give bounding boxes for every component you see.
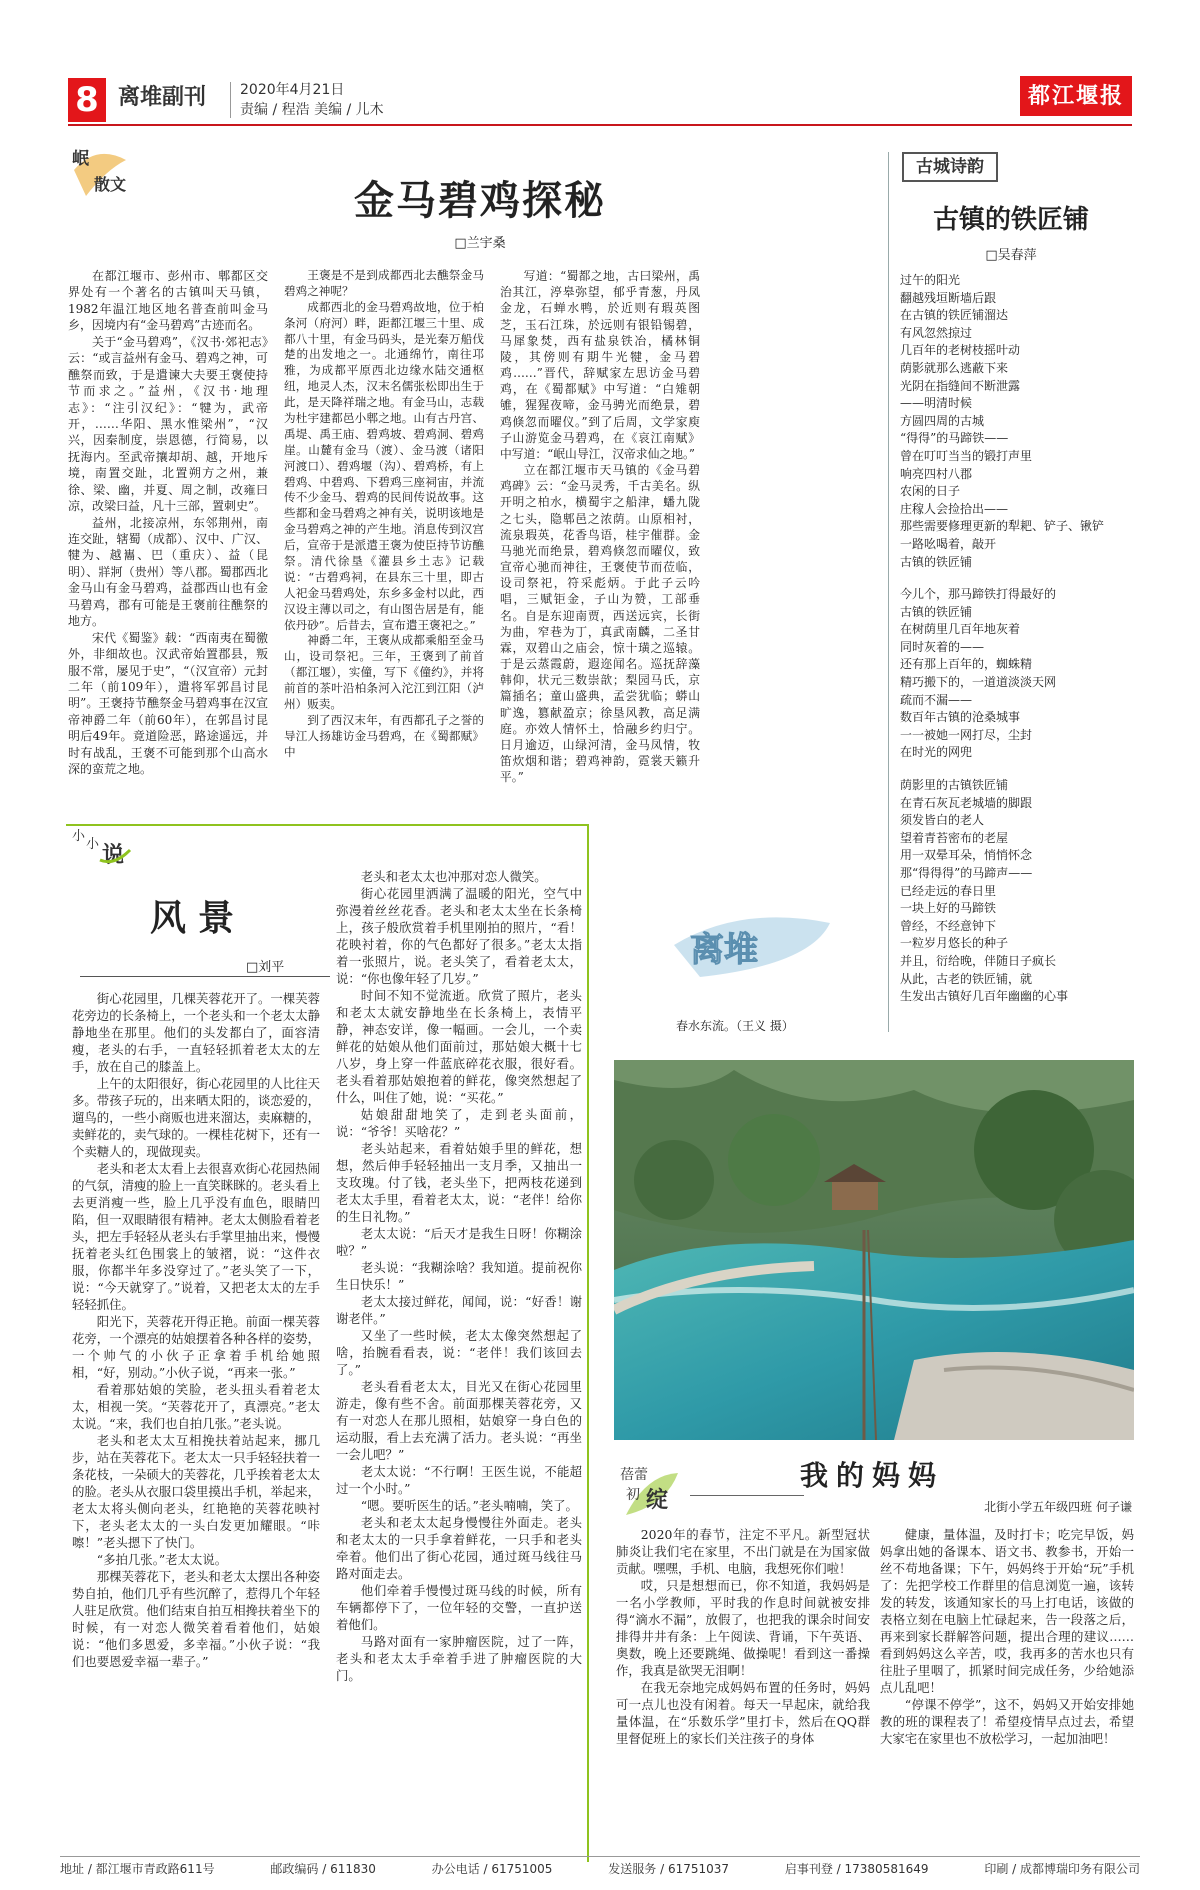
story-title: 风景: [150, 897, 247, 939]
paragraph: 老头站起来，看着姑娘手里的鲜花，想想，然后伸手轻轻抽出一支月季，又抽出一支玫瑰。付了钱，老头坐下，把两枝花递到老太太手里，看着老太太，说：“老伴！给你的生日礼物。”: [336, 1141, 582, 1224]
footer-postcode: 邮政编码 / 611830: [270, 1862, 376, 1876]
paragraph: 2020年的春节，注定不平凡。新型冠状肺炎让我们宅在家里，不出门就是在为国家做贡献。嘿嘿，手机、电脑，我想死你们啦！: [616, 1527, 870, 1576]
paragraph: 时间不知不觉流逝。欣赏了照片，老头和老太太就安静地坐在长条椅上，表情平静，神态安详，像一幅画。一会儿，一个卖鲜花的姑娘从他们面前过，那姑娘大概十七八岁，身上穿一件蓝底碎花衣服，很好看。老头看着那姑娘抱着的鲜花，像突然想起了什么，叫住了她，说：“买花。”: [336, 988, 582, 1105]
article2-col1: [72, 990, 320, 1850]
story-title-rule: [80, 976, 330, 977]
column-tag-prose-icon: [66, 140, 136, 202]
paragraph: 老头和老太太互相挽扶着站起来，挪几步，站在芙蓉花下。老太太一只手轻轻扶着一条花枝，一朵硕大的芙蓉花，几乎挨着老太太的脸。老头从衣服口袋里摸出手机，举起来，老太太将头侧向老头，红艳艳的芙蓉花映衬下，老头老太太的一头白发更加耀眼。“咔嚓！”老头摁下了快门。: [72, 1433, 320, 1550]
paragraph: 在都江堰市、彭州市、郫都区交界处有一个著名的古镇叫天马镇，1982年温江地区地名普查前叫金马乡，因境内有“金马碧鸡”古迹而名。: [68, 269, 268, 333]
paragraph: “停课不停学”，这不，妈妈又开始安排她教的班的课程表了！希望疫情早点过去，希望大家宅在家里也不放松学习，一起加油吧！: [880, 1697, 1134, 1746]
issue-date: 2020年4月21日: [240, 82, 345, 98]
poem-line: 农闲的日子: [900, 484, 961, 499]
poem-line: 今儿个，那马蹄铁打得最好的: [900, 587, 1057, 602]
article3-col1: [616, 1526, 870, 1846]
svg-text:蓓蕾: 蓓蕾: [620, 1467, 648, 1483]
footer-printer: 印刷 / 成都博瑞印务有限公司: [984, 1862, 1140, 1876]
paragraph: 到了西汉末年，有西都孔子之誉的导江人扬雄访金马碧鸡，在《蜀都赋》中: [284, 712, 484, 759]
poem-stanza: [900, 272, 1132, 571]
poem-line: 并且，衍给晚，伴随日子疯长: [900, 953, 1057, 968]
poem-line: 在青石灰瓦老城墙的脚跟: [900, 795, 1033, 810]
paragraph: 立在都江堰市天马镇的《金马碧鸡碑》云：“金马灵秀，千古美名。纵开明之柏水，横蜀宇之船津，蟠九陇之七头，隐郫邑之浓荫。山原相衬，流泉瑕英，花香鸟语，桂宇催群。金马驰光而绝景，碧鸡倏忽而曜仪，致宣帝心驰而神往，王褒使节而莅临，设司祭祀，符采彪炳。于此子云吟唱，三赋钜金，子山为赞，工部垂名。自是东迎南贾，西送远宾，长街为曲，窄巷为丁，真武南麟，二圣甘霖，双碧山之庙会，惊十璜之巡辕。于是云蒸霞蔚，遐迩闻名。巡抚辞藻韩仰，状元三数崇歆；梨园马氏，京篇插名；童山盛典，孟尝犹临；蟒山旷逸，篡献盈京；徐垦风教，高足满庭。亦效人情怀土，恰融乡约归宁。日月逾迈，山绿河清，金马凤情，牧笛炊烟和谐；碧鸡神韵，霓裳天籁升平。”: [500, 463, 700, 785]
poem-line: 方圆四周的古城: [900, 413, 985, 428]
poem-stanza: [900, 586, 1132, 762]
article1-col2: [284, 268, 484, 798]
poem-line: 一路吆喝着，敲开: [900, 536, 997, 551]
poem-line: 那些需要修理更新的犁耙、铲子、锹铲: [900, 519, 1105, 534]
newspaper-logo: 都江堰报: [1020, 76, 1132, 116]
poem-line: 已经走远的春日里: [900, 883, 997, 898]
poem-line: 精巧搬下的，一道道淡淡天网: [900, 675, 1057, 690]
paragraph: 益州，北接凉州，东邻荆州，南连交趾，辖蜀（成都）、汉中、广汉、犍为、越巂、巴（重庆）、益（昆明）、牂牁（贵州）等八郡。蜀郡西北金马山有金马碧鸡，益郡西山也有金马碧鸡，郡有可能是王褒前往醮祭的地方。: [68, 515, 268, 629]
poem-line: 曾在叮叮当当的锻打声里: [900, 448, 1033, 463]
paragraph: 老头和老太太看上去很喜欢街心花园热闹的气氛，清瘦的脸上一直笑眯眯的。老头看上去更消瘦一些，脸上几乎没有血色，眼睛凹陷，但一双眼睛很有精神。老太太侧脸看着老头，把左手轻轻从老头右手掌里抽出来，慢慢抚着老头红色围裳上的皱褶，说：“这件衣服，你都半年多没穿过了。”老头笑了一下，说：“今天就穿了。”说着，又把老太太的左手轻轻抓住。: [72, 1161, 320, 1312]
article-title: 金马碧鸡探秘: [354, 177, 606, 224]
paragraph: 看着那姑娘的笑脸，老头扭头看着老太太，相视一笑。“芙蓉花开了，真漂亮。”老太太说。“来，我们也自拍几张。”老头说。: [72, 1382, 320, 1431]
poem-line: 在古镇的铁匠铺溜达: [900, 308, 1009, 323]
poem-line: 在树荫里几百年地灰着: [900, 622, 1021, 637]
poem-line: 用一双晕耳朵，悄悄怀念: [900, 848, 1033, 863]
paragraph: 街心花园里洒满了温暖的阳光，空气中弥漫着丝丝花香。老头和老太太坐在长条椅上，孩子般欣赏着手机里刚拍的照片，“看！花映衬着，你的气色都好了很多。”老太太指着一张照片，说。老头笑了，看着老太太，说：“你也像年轻了几岁。”: [336, 886, 582, 986]
poem-line: “得得”的马蹄铁——: [900, 431, 1009, 446]
essay-title-rule: [690, 1495, 804, 1496]
paragraph: 老头看看老太太，目光又在街心花园里游走，像有些不舍。前面那棵芙蓉花旁，又有一对恋人在那儿照相，姑娘穿一身白色的运动服，看上去充满了活力。老头说：“再坐一会儿吧？”: [336, 1379, 582, 1462]
poem-byline: □吴春萍: [985, 248, 1037, 263]
poem-line: 一一被她一网打尽，尘封: [900, 727, 1033, 742]
article1-col3: [500, 268, 700, 788]
paragraph: 神爵二年，王褒从成都乘船至金马山，设司祭祀。三年，王褒到了前首（都江堰），实僮，写下《僮约》，并将前首的茶叶沿柏条河入沱江到江阳（泸州）贩卖。: [284, 633, 484, 712]
footer-distribution: 发送服务 / 61751037: [608, 1862, 730, 1876]
poem-line: 翻越残垣断墙后跟: [900, 290, 997, 305]
poem-line: 光阴在指缝间不断泄露: [900, 378, 1021, 393]
poem-line: 曾经，不经意钟下: [900, 918, 997, 933]
paragraph: 那棵芙蓉花下，老头和老太太摆出各种姿势自拍，他们几乎有些沉醉了，惹得几个年轻人驻足欣赏。他们结束自拍互相搀扶着坐下的时候，有一对恋人微笑着看着他们，姑娘说：“他们多恩爱，多幸福。”小伙子说：“我们也要恩爱幸福一辈子。”: [72, 1569, 320, 1669]
header-divider: [230, 82, 231, 118]
header-rule: [68, 124, 1132, 126]
paragraph: 老头和老太太起身慢慢往外面走。老头和老太太的一只手拿着鲜花，一只手和老头牵着。他们出了街心花园，通过斑马线往马路对面走去。: [336, 1515, 582, 1581]
footer-rule: [60, 1856, 1140, 1857]
svg-text:小: 小: [72, 829, 86, 844]
photo-column-tag: [660, 905, 860, 985]
poem-line: 一块上好的马蹄铁: [900, 901, 997, 916]
poem-line: 响亮四村八郡: [900, 466, 973, 481]
tag-char-3: 散文: [94, 175, 127, 194]
page-number: 8: [68, 78, 106, 122]
poem-line: 从此，古老的铁匠铺，就: [900, 971, 1033, 986]
poem-line: 还有那上百年的，蜘蛛精: [900, 657, 1033, 672]
article-byline: □兰宇桑: [454, 236, 506, 251]
poem-line: 几百年的老树枝摇叶动: [900, 343, 1021, 358]
poem-line: 庄稼人会捡拾出——: [900, 501, 1009, 516]
poem-stanza: [900, 777, 1132, 1006]
poem-line: 疏而不漏——: [900, 692, 973, 707]
tag-char-1: 岷: [72, 149, 89, 169]
river-photo: [614, 1060, 1134, 1440]
paragraph: 阳光下，芙蓉花开得正艳。前面一棵芙蓉花旁，一个漂亮的姑娘摆着各种各样的姿势，一个帅气的小伙子正拿着手机给她照相，“好，别动。”小伙子说，“再来一张。”: [72, 1314, 320, 1380]
poem-line: 数百年古镇的沧桑城事: [900, 710, 1021, 725]
paragraph: 健康，量体温，及时打卡；吃完早饭，妈妈拿出她的备课本、语文书、教参书，开始一丝不苟地备课；下午，妈妈终于开始“玩”手机了：先把学校工作群里的信息浏览一遍，该转发的转发，该通知家长的马上打电话，该做的表格立刻在电脑上忙碌起来，告一段落之后，再来到家长群解答问题，提出合理的建议……看到妈妈这么辛苦，哎，我再多的苦水也只有往肚子里咽了，抓紧时间完成任务，少给她添点儿乱吧！: [880, 1527, 1134, 1695]
essay-byline: 北街小学五年级四班 何子谦: [984, 1500, 1132, 1514]
footer: [60, 1858, 1140, 1880]
poem-title: 古镇的铁匠铺: [932, 205, 1089, 235]
paragraph: 成都西北的金马碧鸡故地，位于柏条河（府河）畔，距都江堰三十里、成都八十里，有金马码头，是光秦万船伐楚的出发地之一。北通绵竹，南往邛雅，为成都平原西北边缘水陆交通枢纽，地灵人杰，汉末名儒张松即出生于此，是天降祥瑞之地。有金马山，志载为杜宇建都邑小郫之地。山有古丹宫、禹堤、禹王庙、碧鸡坡、碧鸡洞、碧鸡崖。山麓有金马（渡）、金马渡（诸阳河渡口）、碧鸡堰（沟）、碧鸡桥，有上碧鸡、中碧鸡、下碧鸡三座祠宙，并流传不少金马、碧鸡的民间传说故事。这些都和金马碧鸡之神有关，说明该地是金马碧鸡之神的产生地。消息传到汉宫后，宣帝于是派遣王褒为使臣持节访醮祭。清代徐垦《灌县乡土志》记载说：“古碧鸡祠，在县东三十里，即古人祀金马碧鸡处，东乡多金村以此，西汉设主薄以司之，有山图告居是有，能依丹砂”。后昔去，宣布遣王褒祀之。”: [284, 299, 484, 632]
photo-caption: 春水东流。（王义 摄）: [676, 1019, 794, 1033]
poem-body: [900, 272, 1132, 1021]
article3-col2: [880, 1526, 1134, 1846]
svg-text:小: 小: [86, 837, 100, 852]
paragraph: 上午的太阳很好，街心花园里的人比往天多。带孩子玩的，出来晒太阳的，谈恋爱的，遛鸟的，一些小商贩也进来溜达，卖麻糖的，卖鲜花的，卖气球的。一棵桂花树下，还有一个卖糖人的，现做现卖。: [72, 1076, 320, 1159]
article1-col1: [68, 268, 268, 788]
poem-line: 荫影就那么逃蔽下来: [900, 360, 1009, 375]
poem-line: 在时光的网兜: [900, 745, 973, 760]
paragraph: 姑娘甜甜地笑了，走到老头面前，说：“爷爷！买啥花？”: [336, 1107, 582, 1139]
article2-col2: [336, 868, 582, 1853]
column-tag-budding-icon: [616, 1455, 686, 1525]
poem-line: 过午的阳光: [900, 273, 961, 287]
paragraph: 在我无奈地完成妈妈布置的任务时，妈妈可一点儿也没有闲着。每天一早起床，就给我量体温，在“乐数乐学”里打卡，然后在QQ群里督促班上的家长们关注孩子的身体: [616, 1680, 870, 1746]
svg-text:绽: 绽: [646, 1487, 669, 1513]
paragraph: “嗯。要听医生的话。”老头喃喃，笑了。: [360, 1498, 578, 1513]
footer-address: 地址 / 都江堰市青政路611号: [60, 1862, 215, 1876]
poem-line: 须发皆白的老人: [900, 813, 985, 828]
paragraph: 王褒是不是到成都西北去醮祭金马碧鸡之神呢？: [284, 268, 484, 298]
poem-line: 古镇的铁匠铺: [900, 554, 973, 569]
poem-line: 望着青苔密布的老屋: [900, 830, 1009, 845]
svg-text:初: 初: [626, 1487, 640, 1503]
photo-tag-text: 离堆: [690, 930, 758, 970]
story-byline: □刘平: [246, 960, 285, 975]
poem-column-tag: 古城诗韵: [902, 152, 998, 182]
paragraph: 宋代《蜀鉴》载：“西南夷在蜀徼外，非细故也。汉武帝始置郡县，叛服不常，屡见于史”，“（汉宣帝）元封二年（前109年），遣将军郭昌讨昆明”。王褒持节醮祭金马碧鸡事在汉宣帝神爵二年（前60年），在郭昌讨昆明后49年。竟道险恶，路途遥远，并时有战乱，王褒不可能到那个山高水深的蛮荒之地。: [68, 630, 268, 777]
paragraph: 老头和老太太也冲那对恋人微笑。: [360, 869, 547, 884]
poem-line: 一粒岁月悠长的种子: [900, 936, 1009, 951]
poem-line: 古镇的铁匠铺: [900, 604, 973, 619]
paragraph: 哎，只是想想而已，你不知道，我妈妈是一名小学教师，平时我的作息时间就被安排得“滴水不漏”，放假了，也把我的课余时间安排得井井有条：上午阅读、背诵，下午英语、奥数，晚上还要跳绳、做操呢！看到这一番操作，我真是欲哭无泪啊！: [616, 1578, 870, 1678]
paragraph: 又坐了一些时候，老太太像突然想起了啥，抬腕看看表，说：“老伴！我们该回去了。”: [336, 1328, 582, 1377]
poem-line: ——明清时候: [900, 396, 973, 411]
paragraph: 老太太说：“后天才是我生日呀！你糊涂啦？”: [336, 1226, 582, 1258]
poem-line: 生发出古镇好几百年幽幽的心事: [900, 989, 1069, 1004]
poem-line: 那“得得得”的马蹄声——: [900, 866, 1033, 880]
paragraph: 街心花园里，几棵芙蓉花开了。一棵芙蓉花旁边的长条椅上，一个老头和一个老太太静静地坐在那里。他们的头发都白了，面容清瘦，老头的右手，一直轻轻抓着老太太的左手，放在自己的膝盖上。: [72, 991, 320, 1074]
paragraph: 关于“金马碧鸡”，《汉书·郊祀志》云：“或言益州有金马、碧鸡之神，可醮祭而致，于是遣谏大夫要王褒使持节而求之。”益州，《汉书·地理志》：“注引汉纪》：“犍为，武帝开，……华阳、黑水惟梁州”，“汉兴，因秦制度，崇恩德，行简易，以抚海内。至武帝攘却胡、越，开地斥境，南置交趾，北置朔方之州，兼徐、梁、幽，并夏、周之制，改雍曰凉，改梁曰益，凡十三部，置刺史”。: [68, 334, 268, 514]
footer-office-phone: 办公电话 / 61751005: [431, 1862, 553, 1876]
column-tag-story-icon: [70, 818, 140, 870]
poem-line: 有风忽然掠过: [900, 325, 973, 340]
paragraph: 马路对面有一家肿瘤医院，过了一阵，老头和老太太手牵着手进了肿瘤医院的大门。: [336, 1634, 582, 1683]
paragraph: “多拍几张。”老太太说。: [96, 1552, 228, 1567]
paragraph: 写道：“蜀都之地，古曰梁州，禹治其江，渟皋弥望，郁乎青葱，丹凤金龙，石蝉水鸭，於近则有瑕英图芝，玉石江珠，於远则有银铅锡碧，马犀象焚，西有盐泉铁冶，橘林铜陵，其傍则有期牛光犍，金马碧鸡……”晋代，辞赋家左思访金马碧鸡，在《蜀都赋》中写道：“白雉朝雊，猩猩夜啼，金马骋光而绝景，碧鸡倏忽而曜仪。”到了后周，文学家庾子山游览金马碧鸡，在《哀江南赋》中写道：“岷山导江，汉帝求仙之地。”: [500, 269, 700, 461]
section-title: 离堆副刊: [118, 85, 207, 110]
essay-title: 我的妈妈: [800, 1459, 945, 1492]
poem-line: 荫影里的古镇铁匠铺: [900, 778, 1009, 793]
paragraph: 他们牵着手慢慢过斑马线的时候，所有车辆都停下了，一位年轻的交警，一直护送着他们。: [336, 1583, 582, 1632]
poem-line: 同时灰着的——: [900, 639, 985, 654]
editors-credit: 责编 / 程浩 美编 / 儿木: [240, 102, 384, 118]
paragraph: 老太太说：“不行啊！王医生说，不能超过一个小时。”: [336, 1464, 582, 1496]
paragraph: 老太太接过鲜花，闻闻，说：“好香！谢谢老伴。”: [336, 1294, 582, 1326]
footer-ads: 启事刊登 / 17380581649: [784, 1862, 929, 1876]
paragraph: 老头说：“我糊涂啥？我知道。提前祝你生日快乐！”: [336, 1260, 582, 1292]
svg-text:说: 说: [102, 842, 125, 868]
